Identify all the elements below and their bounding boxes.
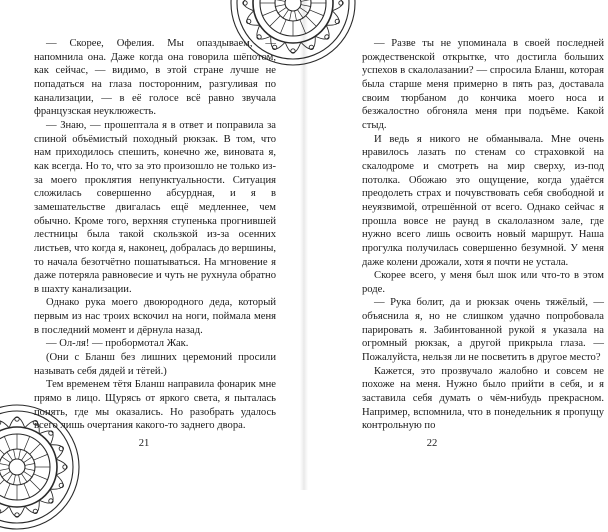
paragraph: — Разве ты не упоминала в своей последней рождественской открытке, что достигла больших успехов в скалолазании? — спросила Бланш, которая была старше меня примерно в пять раз, доставала своим тюрбаном до кончика моего носа и безжалостно обгоняла меня при подъёме. Какой стыд. — [362, 37, 604, 133]
left-page-text — [34, 37, 276, 433]
paragraph: (Они с Бланш без лишних церемоний просили называть себя дядей и тётей.) — [34, 351, 276, 378]
mandala-ornament-icon — [0, 402, 82, 532]
paragraph: — Скорее, Офелия. Мы опаздываем, — напомнила она. Даже когда она говорила шёпотом, как сейчас, — видимо, в этой стране лучше не попадаться на глаза посторонним, разгуливая по канализации, — в её голосе всё равно звучала французская неуклюжесть. — [34, 37, 276, 119]
paragraph: Однако рука моего двоюродного деда, который первым из нас троих вскочил на ноги, поймала меня в последний момент и дёрнула назад. — [34, 296, 276, 337]
paragraph: — Ол-ля! — пробормотал Жак. — [34, 337, 276, 351]
page-number: 22 — [412, 438, 452, 449]
page-number: 21 — [124, 438, 164, 449]
right-page — [304, 0, 608, 490]
right-page-text — [362, 37, 604, 433]
paragraph: И ведь я никого не обманывала. Мне очень нравилось лазать по стенам со страховкой на скалодроме и смотреть на мир сверху, из-под потолка. Обожаю это ощущение, когда удаётся преодолеть страх и почувствовать себя свободной и неуязвимой, отрешённой от всего. Однако сейчас я прошла вовсе не раунд в скалолазном зале, где нужно всего лишь освоить новый маршрут. Наша прогулка получилась совершенно безумной. У меня даже колени дрожали, хотя я почти не устала. — [362, 133, 604, 270]
paragraph: — Рука болит, да и рюкзак очень тяжёлый, — объяснила я, но не слишком удачно попробовала парировать я. Забинтованной рукой я указала на огромный рюкзак, а другой прикрыла глаза. — Пожалуйста, нельзя ли не посветить в другое место? — [362, 296, 604, 364]
book-gutter — [300, 0, 308, 490]
paragraph: Скорее всего, у меня был шок или что-то в этом роде. — [362, 269, 604, 296]
paragraph: Кажется, это прозвучало жалобно и совсем не похоже на меня. Нужно было прийти в себя, и я заставила себя думать о чём-нибудь прекрасном. Например, вспомнила, что в понедельник я пропущу контрольную по — [362, 365, 604, 433]
paragraph: Тем временем тётя Бланш направила фонарик мне прямо в лицо. Щурясь от яркого света, я пыталась понять, где мы оказались. Но разобрать удалось всего лишь очертания какого-то заднего двора. — [34, 378, 276, 433]
paragraph: — Знаю, — прошептала я в ответ и поправила за спиной объёмистый походный рюкзак. В том, что нам приходилось спешить, конечно же, виновата я, как всегда. Но то, что за это произошло не только из-за моего проклятия непунктуальности. Ситуация сложилась совершенно абсурдная, и я в замешательстве двигалась ещё медленнее, чем обычно. Кроме того, верхняя ступенька прогнившей лестницы была такой скользкой из-за осенних листьев, что когда я, наконец, добралась до вершины, то начала безотчётно пошатываться. На мгновение я даже потеряла равновесие и чуть не рухнула обратно в шахту канализации. — [34, 119, 276, 297]
mandala-ornament-icon — [228, 0, 358, 68]
